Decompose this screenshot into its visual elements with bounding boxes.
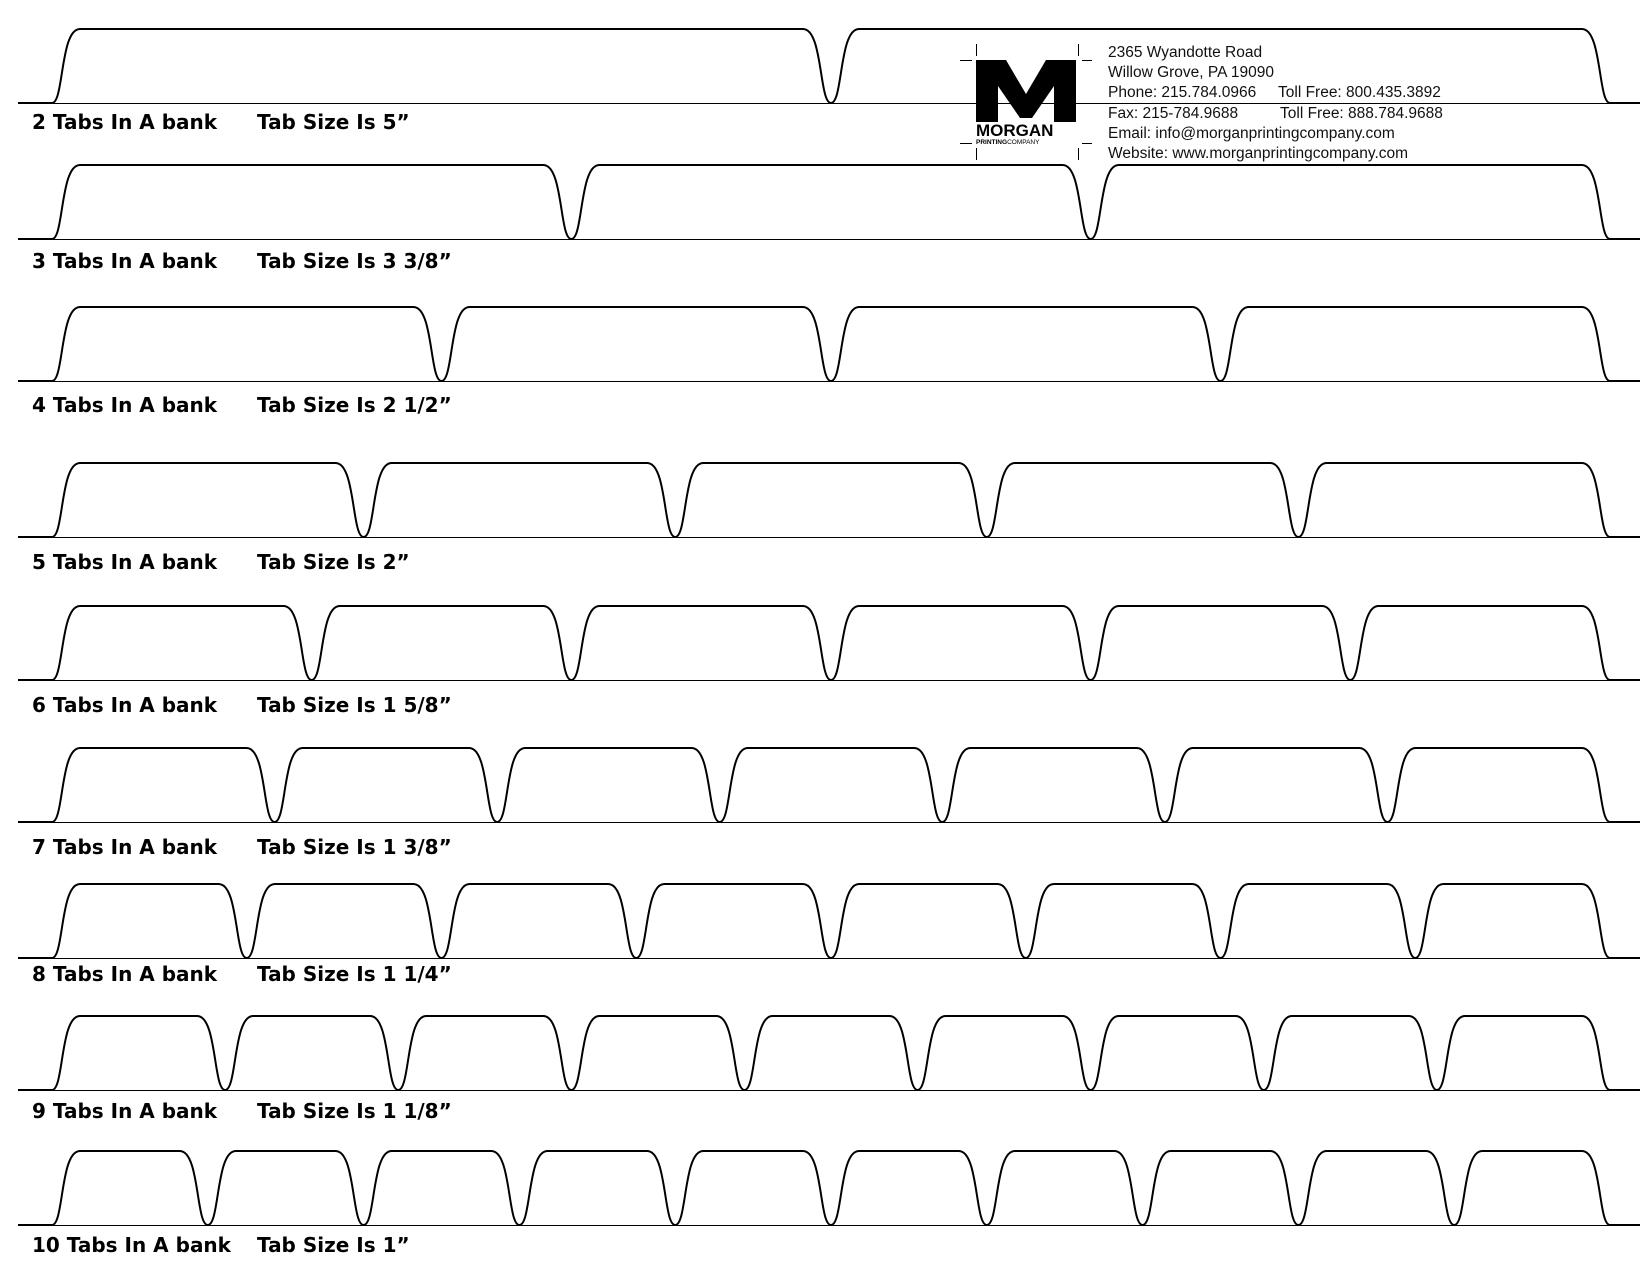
bank-size-5: Tab Size Is 2” [257, 550, 410, 574]
bank-label-8: 8 Tabs In A bank [32, 962, 218, 986]
tab-3 [442, 884, 637, 958]
website-line: Website: www.morganprintingcompany.com [1108, 144, 1409, 162]
bank-label-7: 7 Tabs In A bank [32, 835, 218, 859]
tab-7 [987, 1151, 1143, 1225]
toll-free-fax: Toll Free: 888.784.9688 [1280, 104, 1443, 122]
bank-label-10: 10 Tabs In A bank [32, 1233, 231, 1257]
company-logo [960, 44, 1092, 164]
tab-8 [1415, 884, 1610, 958]
tab-9 [1298, 1151, 1454, 1225]
tab-bank-8 [18, 884, 1640, 958]
tab-5 [942, 748, 1165, 822]
logo-wordmark: MORGAN [976, 121, 1054, 140]
tab-bank-5 [18, 463, 1640, 537]
tab-10 [1454, 1151, 1610, 1225]
logo-tagline-light: COMPANY [1007, 139, 1040, 146]
tab-4 [831, 606, 1091, 680]
tab-1 [52, 1151, 208, 1225]
tab-6 [1350, 606, 1610, 680]
tab-1 [52, 463, 364, 537]
tab-bank-4 [18, 307, 1640, 381]
address-line-1: 2365 Wyandotte Road [1108, 44, 1263, 61]
tab-8 [1264, 1016, 1437, 1090]
bank-label-5: 5 Tabs In A bank [32, 550, 218, 574]
tab-6 [1165, 748, 1388, 822]
bank-size-6: Tab Size Is 1 5/8” [257, 693, 452, 717]
tab-4 [571, 1016, 744, 1090]
tab-7 [1387, 748, 1610, 822]
contact-block [1108, 43, 1443, 164]
tab-bank-9 [18, 1016, 1640, 1090]
tab-5 [744, 1016, 917, 1090]
tab-2 [312, 606, 572, 680]
tab-1 [52, 884, 247, 958]
tab-bank-7 [18, 748, 1640, 822]
crop-mark [960, 60, 972, 61]
tab-5 [1091, 606, 1351, 680]
toll-free-phone: Toll Free: 800.435.3892 [1278, 84, 1441, 102]
tab-2 [275, 748, 498, 822]
tab-2 [208, 1151, 364, 1225]
tab-3 [364, 1151, 520, 1225]
tab-8 [1143, 1151, 1299, 1225]
tab-1 [52, 29, 831, 103]
tab-bank-10 [18, 1151, 1640, 1225]
tab-2 [247, 884, 442, 958]
tab-4 [720, 748, 943, 822]
crop-mark [960, 143, 972, 144]
fax-number: Fax: 215-784.9688 [1108, 104, 1239, 122]
bank-size-2: Tab Size Is 5” [257, 110, 410, 134]
phone-row [1108, 83, 1441, 103]
crop-mark [1078, 148, 1079, 160]
tab-6 [1026, 884, 1221, 958]
tab-2 [571, 165, 1090, 239]
bank-label-2: 2 Tabs In A bank [32, 110, 218, 134]
tab-6 [831, 1151, 987, 1225]
logo-tagline-bold: PRINTING [976, 139, 1008, 146]
tab-4 [636, 884, 831, 958]
tab-5 [831, 884, 1026, 958]
tab-bank-6 [18, 606, 1640, 680]
tab-3 [1091, 165, 1610, 239]
fax-row [1108, 104, 1443, 124]
bank-label-6: 6 Tabs In A bank [32, 693, 218, 717]
email-line: Email: info@morganprintingcompany.com [1108, 124, 1395, 142]
bank-size-4: Tab Size Is 2 1/2” [257, 393, 452, 417]
bank-size-8: Tab Size Is 1 1/4” [257, 962, 452, 986]
tab-3 [831, 307, 1221, 381]
tab-1 [52, 748, 275, 822]
logo-m-mark [976, 60, 1076, 122]
tab-9 [1437, 1016, 1610, 1090]
tab-3 [497, 748, 720, 822]
bank-label-9: 9 Tabs In A bank [32, 1099, 218, 1123]
tab-5 [1298, 463, 1610, 537]
bank-label-4: 4 Tabs In A bank [32, 393, 218, 417]
tab-2 [442, 307, 832, 381]
tab-1 [52, 1016, 225, 1090]
tab-5 [675, 1151, 831, 1225]
crop-mark [1082, 60, 1092, 61]
crop-mark [976, 44, 977, 56]
tab-1 [52, 606, 312, 680]
tab-1 [52, 165, 571, 239]
tab-6 [918, 1016, 1091, 1090]
tab-4 [519, 1151, 675, 1225]
tab-3 [675, 463, 987, 537]
bank-size-7: Tab Size Is 1 3/8” [257, 835, 452, 859]
tab-bank-3 [18, 165, 1640, 239]
logo-tagline [976, 139, 1086, 146]
tab-3 [398, 1016, 571, 1090]
tab-2 [364, 463, 676, 537]
tab-1 [52, 307, 442, 381]
bank-label-3: 3 Tabs In A bank [32, 249, 218, 273]
tab-4 [987, 463, 1299, 537]
bank-size-10: Tab Size Is 1” [257, 1233, 410, 1257]
tab-7 [1091, 1016, 1264, 1090]
tab-3 [571, 606, 831, 680]
crop-mark [1078, 44, 1079, 56]
tab-7 [1221, 884, 1416, 958]
crop-mark [976, 148, 977, 160]
tab-4 [1221, 307, 1611, 381]
phone-number: Phone: 215.784.0966 [1108, 84, 1257, 102]
bank-size-9: Tab Size Is 1 1/8” [257, 1099, 452, 1123]
address-line-2: Willow Grove, PA 19090 [1108, 64, 1274, 82]
bank-size-3: Tab Size Is 3 3/8” [257, 249, 452, 273]
tab-2 [225, 1016, 398, 1090]
